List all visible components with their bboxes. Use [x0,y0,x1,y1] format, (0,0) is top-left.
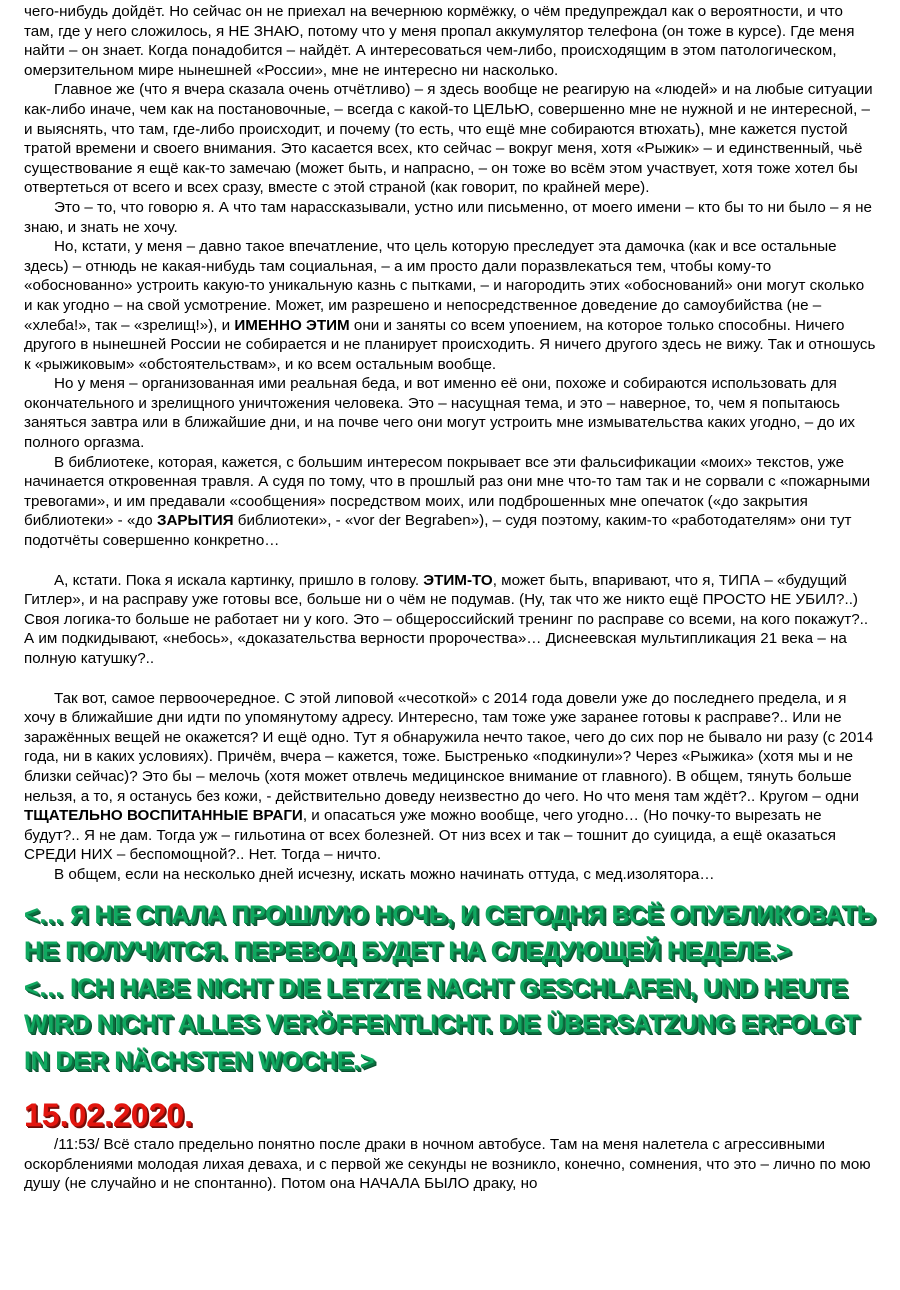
notice-russian: <… Я НЕ СПАЛА ПРОШЛУЮ НОЧЬ, И СЕГОДНЯ ВСЁ ОПУБЛИКОВАТЬ НЕ ПОЛУЧИТСЯ. ПЕРЕВОД БУДЕТ НА СЛЕДУЮЩЕЙ НЕДЕЛЕ.> [24,900,875,966]
notice-german: <… ICH HABE NICHT DIE LETZTE NACHT GESCHLAFEN, UND HEUTE WIRD NICHT ALLES VERÖFFENTLICHT. DIE ÜBERSATZUNG ERFOLGT IN DER NÄCHSTEN WOCHE.> [24,973,859,1075]
text-run: Но у меня – организованная ими реальная беда, и вот именно её они, похоже и собираются использовать для окончательного и зрелищного уничтожения человека. Это – насущная тема, и это – наверное, то, чем я попытаюсь заняться завтра или в ближайшие дни, и на почве чего они могут устроить мне измывательства каких угодно, – до их полного оргазма. [24,375,856,452]
text-run: В общем, если на несколько дней исчезну, искать можно начинать оттуда, с мед.изолятора… [54,865,715,883]
document-page [24,2,876,1194]
paragraph-gap [24,669,876,689]
text-run: Это – то, что говорю я. А что там нарассказывали, устно или письменно, от моего имени – кто бы то ни было – я не знаю, и знать не хочу. [24,198,872,236]
paragraph [24,2,876,80]
text-run: библиотеки», - «vor der Begraben»), – судя поэтому, каким-то «работодателям» они тут подотчёты совершенно конкретно… [24,512,852,550]
paragraph [24,198,876,237]
paragraph [24,453,876,551]
bold-emphasis: ТЩАТЕЛЬНО ВОСПИТАННЫЕ ВРАГИ [24,807,303,825]
text-run: чего-нибудь дойдёт. Но сейчас он не приехал на вечернюю кормёжку, о чём предупреждал как о вероятности, и что там, где у него сложилось, я НЕ ЗНАЮ, потому что у меня пропал аккумулятор телефона (он тоже в курсе). Где меня найти – он знает. Когда понадобится – найдёт. А интересоваться чем-либо, происходящим в этом патологическом, омерзительном мире нынешней «России», мне не интересно ни насколько. [24,3,855,79]
paragraph [24,80,876,198]
body-text [24,2,876,885]
paragraph [24,571,876,669]
notice-banner [24,897,876,1080]
bold-emphasis: ИМЕННО ЭТИМ [234,316,350,334]
bold-emphasis: ЭТИМ-ТО [423,571,493,589]
date-heading: 15.02.2020. [24,1097,194,1134]
final-paragraph: /11:53/ Всё стало предельно понятно после драки в ночном автобусе. Там на меня налетела с агрессивными оскорблениями молодая лихая деваха, и с первой же секунды не возникло, конечно, сомнения, что это – лично по мою душу (не случайно и не спонтанно). Потом она НАЧАЛА БЫЛО драку, но [24,1136,871,1193]
paragraph [24,689,876,865]
text-run: они и заняты со всем упоением, на которое только способны. Ничего другого в нынешней России не собирается и не планирует происходить. Я ничего другого здесь не вижу. Так и отношусь к «рыжиковым» «обстоятельствам», и ко всем остальным вообще. [24,316,876,373]
paragraph [24,865,876,885]
text-run: , и опасаться уже можно вообще, чего угодно… (Но почку-то вырезать не будут?.. Я не дам. Тогда уж – гильотина от всех болезней. От низ всех и так – тошнит до суицида, а ещё оказаться СРЕДИ НИХ – беспомощной?.. Нет. Тогда – ничто. [24,807,837,864]
paragraph [24,374,876,452]
bold-emphasis: ЗАРЫТИЯ [156,512,234,530]
text-run: Так вот, самое первоочередное. С этой липовой «чесоткой» с 2014 года довели уже до последнего предела, и я хочу в ближайшие дни идти по упомянутому адресу. Интересно, там тоже уже заранее готовы к расправе?.. Или не заражённых вещей не окажется? И ещё одно. Тут я обнаружила нечто такое, чего до сих пор не бывало ни разу (с 2014 года, ни в каких условиях). Причём, вчера – кажется, тоже. Быстренько «подкинули»? Через «Рыжика» (хотя мы и не близки сейчас)? Это бы – мелочь (хотя может отвлечь медицинское внимание от главного). В общем, тянуть больше нельзя, а то, я останусь без кожи, - действительно доведу неизвестно до чего. Но что меня там ждёт?.. Кругом – одни [24,689,874,805]
text-run: А, кстати. Пока я искала картинку, пришло в голову. [54,571,424,589]
paragraph-gap [24,551,876,571]
text-run: , может быть, впаривают, что я, ТИПА – «будущий Гитлер», и на расправу уже готовы все, больше ни о чём не подумав. (Ну, так что же никто ещё ПРОСТО НЕ УБИЛ?..) Своя логика-то больше не работает ни у кого. Это – общероссийский тренинг по расправе со всеми, на кого покажут?.. А им подкидывают, «небось», «доказательства верности пророчества»… Диснеевская мультипликация 21 века – на полную катушку?.. [24,571,869,667]
text-run: Главное же (что я вчера сказала очень отчётливо) – я здесь вообще не реагирую на «людей» и на любые ситуации как-либо иначе, чем как на постановочные, – всегда с какой-то ЦЕЛЬЮ, совершенно мне не нужной и не интересной, – и выяснять, что там, где-либо происходит, и почему (то есть, что ещё мне собираются втюхать), мне кажется пустой тратой времени и своего внимания. Это касается всех, кто сейчас – вокруг меня, хотя «Рыжик» – и единственный, чьё существование я ещё как-то замечаю (может быть, и напрасно, – он тоже во всём этом участвует, хотя тоже хотел бы отвертеться от всего и всех сразу, вместе с этой страной (как говорит, по крайней мере). [24,81,873,197]
text-run: В библиотеке, которая, кажется, с большим интересом покрывает все эти фальсификации «моих» текстов, уже начинается откровенная травля. А судя по тому, что в прошлый раз они мне что-то там так и не сорвали с «пожарными тревогами», и им предавали «сообщения» посредством моих, или подброшенных мне опечаток («до закрытия библиотеки» - «до [24,453,871,530]
paragraph [24,237,876,374]
text-run: Но, кстати, у меня – давно такое впечатление, что цель которую преследует эта дамочка (как и все остальные здесь) – отнюдь не какая-нибудь там социальная, – а им просто дали поразвлекаться тем, чтобы кому-то «обоснованно» устроить какую-то уникальную казнь с пытками, – и нагородить этих «обоснований» они могут сколько и как угодно – на свой усмотрение. Может, им разрешено и непосредственное доведение до самоубийства (не – «хлеба!», так – «зрелищ!»), и [24,238,865,334]
